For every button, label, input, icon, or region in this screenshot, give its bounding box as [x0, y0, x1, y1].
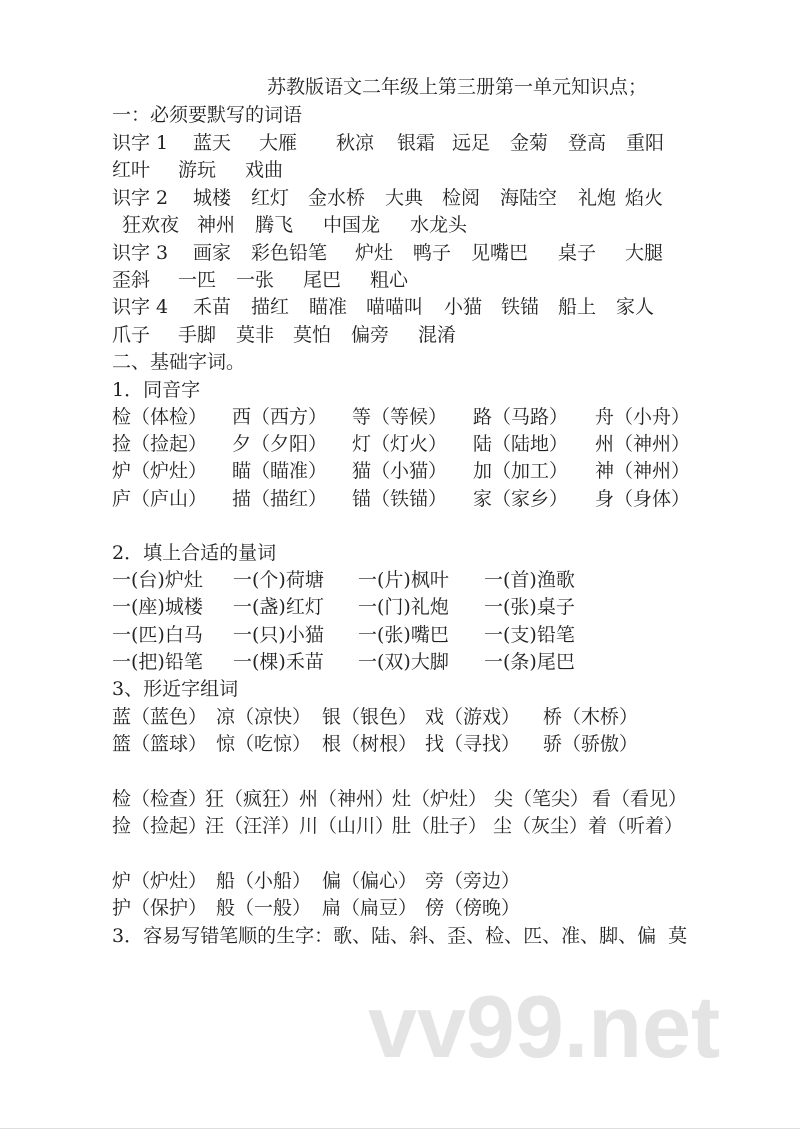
homophones-heading-line: [0, 377, 800, 404]
vocab-word: 偏旁: [351, 324, 390, 346]
document-title: 苏教版语文二年级上第三册第一单元知识点；: [267, 76, 648, 98]
homophone-pair: 瞄（瞄准）: [232, 460, 328, 482]
similar-char-pair: 桥（木桥）: [543, 706, 639, 728]
vocab-line: [0, 322, 800, 349]
homophone-row: [0, 458, 800, 485]
vocab-word: 大雁: [259, 132, 298, 154]
vocab-word: 描红: [251, 296, 290, 318]
homophone-pair: 夕（夕阳）: [232, 433, 328, 455]
measure-words-heading-line: [0, 540, 800, 567]
section2-heading-line: [0, 349, 800, 376]
similar-char-pair: 偏（偏心）: [322, 870, 418, 892]
similar-char-pair: 捡（捡起）: [112, 815, 208, 837]
measure-word-phrase: 一(片)枫叶: [358, 569, 449, 591]
vocab-word: 莫怕: [293, 324, 332, 346]
similar-char-row: [0, 731, 800, 758]
homophone-pair: 身（身体）: [595, 488, 691, 510]
measure-word-phrase: 一(把)铅笔: [112, 651, 203, 673]
vocab-word: 禾苗: [193, 296, 232, 318]
similar-char-pair: 尖（笔尖）: [494, 788, 590, 810]
vocab-word: 红叶: [112, 159, 151, 181]
measure-word-phrase: 一(门)礼炮: [358, 596, 449, 618]
vocab-word: 喵喵叫: [366, 296, 424, 318]
measure-word-phrase: 一(台)炉灶: [112, 569, 203, 591]
measure-word-phrase: 一(棵)禾苗: [233, 651, 324, 673]
similar-char-row: [0, 895, 800, 922]
homophones-heading: 1．同音字: [112, 379, 201, 401]
measure-word-phrase: 一(张)桌子: [484, 596, 575, 618]
vocab-word: 腾飞: [255, 214, 294, 236]
similar-chars-heading: 3、形近字组词: [112, 678, 239, 700]
vocab-group-label: 识字 2: [112, 187, 169, 209]
vocab-word: 金菊: [510, 132, 549, 154]
similar-char-row: [0, 813, 800, 840]
similar-char-pair: 汪（汪洋）: [205, 815, 301, 837]
title-line: [0, 74, 800, 101]
vocab-line: [0, 267, 800, 294]
vocab-word: 混淆: [418, 324, 457, 346]
vocab-word: 登高: [568, 132, 607, 154]
vocab-word: 爪子: [112, 324, 151, 346]
vocab-word: 莫非: [236, 324, 275, 346]
vocab-word: 焰火: [625, 187, 664, 209]
similar-char-row: [0, 704, 800, 731]
homophone-pair: 捡（捡起）: [112, 433, 208, 455]
similar-char-pair: 着（听着）: [588, 815, 684, 837]
vocab-word: 红灯: [251, 187, 290, 209]
vocab-word: 重阳: [626, 132, 665, 154]
vocab-group-label: 识字 1: [112, 132, 169, 154]
measure-words-heading: 2．填上合适的量词: [112, 542, 277, 564]
homophone-pair: 炉（炉灶）: [112, 460, 208, 482]
vocab-line: [0, 157, 800, 184]
homophone-pair: 灯（灯火）: [352, 433, 448, 455]
similar-char-pair: 州（神州）: [299, 788, 395, 810]
measure-word-phrase: 一(个)荷塘: [233, 569, 324, 591]
stroke-order-line: [0, 923, 800, 950]
stroke-order-label: 3．容易写错笔顺的生字：: [112, 925, 334, 947]
section1-heading-line: [0, 102, 800, 129]
vocab-line: [0, 185, 800, 212]
vocab-word: 检阅: [442, 187, 481, 209]
vocab-word: 戏曲: [245, 159, 284, 181]
vocab-word: 狂欢夜: [122, 214, 180, 236]
vocab-word: 画家: [193, 242, 232, 264]
watermark: vv99.net: [368, 977, 721, 1076]
vocab-word: 见嘴巴: [471, 242, 529, 264]
vocab-line: [0, 212, 800, 239]
vocab-word: 水龙头: [410, 214, 468, 236]
homophone-pair: 舟（小舟）: [595, 406, 691, 428]
similar-char-row: [0, 868, 800, 895]
homophone-pair: 等（等候）: [352, 406, 448, 428]
vocab-word: 彩色铅笔: [251, 242, 328, 264]
vocab-word: 手脚: [178, 324, 217, 346]
homophone-pair: 州（神州）: [595, 433, 691, 455]
similar-char-pair: 肚（肚子）: [392, 815, 488, 837]
measure-word-row: [0, 649, 800, 676]
similar-char-pair: 狂（疯狂）: [205, 788, 301, 810]
similar-char-pair: 川（山川）: [299, 815, 395, 837]
vocab-word: 中国龙: [323, 214, 381, 236]
vocab-line: [0, 240, 800, 267]
measure-word-phrase: 一(张)嘴巴: [358, 624, 449, 646]
vocab-word: 瞄准: [309, 296, 348, 318]
stroke-order-chars: 歌、陆、斜、歪、检、匹、准、脚、偏 莫: [333, 925, 688, 947]
homophone-pair: 神（神州）: [595, 460, 691, 482]
similar-char-pair: 凉（凉快）: [216, 706, 312, 728]
homophone-row: [0, 431, 800, 458]
vocab-word: 铁锚: [501, 296, 540, 318]
vocab-word: 家人: [616, 296, 655, 318]
similar-char-pair: 灶（炉灶）: [392, 788, 488, 810]
similar-char-pair: 炉（炉灶）: [112, 870, 208, 892]
vocab-word: 银霜: [397, 132, 436, 154]
vocab-word: 秋凉: [336, 132, 375, 154]
vocab-word: 游玩: [178, 159, 217, 181]
vocab-word: 海陆空: [500, 187, 558, 209]
similar-char-pair: 戏（游戏）: [425, 706, 521, 728]
similar-char-pair: 检（检查）: [112, 788, 208, 810]
homophone-pair: 猫（小猫）: [352, 460, 448, 482]
similar-char-pair: 般（一般）: [216, 897, 312, 919]
measure-word-phrase: 一(双)大脚: [358, 651, 449, 673]
vocab-word: 礼炮: [578, 187, 617, 209]
homophone-pair: 加（加工）: [473, 460, 569, 482]
similar-char-pair: 船（小船）: [216, 870, 312, 892]
vocab-word: 炉灶: [355, 242, 394, 264]
measure-word-phrase: 一(盏)红灯: [233, 596, 324, 618]
similar-char-pair: 惊（吃惊）: [216, 733, 312, 755]
homophone-pair: 检（体检）: [112, 406, 208, 428]
vocab-word: 一匹: [178, 269, 217, 291]
measure-word-phrase: 一(座)城楼: [112, 596, 203, 618]
similar-char-pair: 护（保护）: [112, 897, 208, 919]
measure-word-row: [0, 622, 800, 649]
measure-word-phrase: 一(匹)白马: [112, 624, 203, 646]
measure-word-row: [0, 567, 800, 594]
similar-char-pair: 银（银色）: [322, 706, 418, 728]
vocab-word: 小猫: [444, 296, 483, 318]
similar-char-pair: 骄（骄傲）: [543, 733, 639, 755]
measure-word-phrase: 一(支)铅笔: [484, 624, 575, 646]
similar-char-pair: 傍（傍晚）: [425, 897, 521, 919]
vocab-word: 尾巴: [303, 269, 342, 291]
section1-heading: 一：必须要默写的词语: [112, 104, 303, 126]
homophone-pair: 描（描红）: [232, 488, 328, 510]
vocab-word: 船上: [558, 296, 597, 318]
homophone-pair: 庐（庐山）: [112, 488, 208, 510]
similar-char-pair: 扁（扁豆）: [322, 897, 418, 919]
vocab-word: 鸭子: [413, 242, 452, 264]
vocab-word: 金水桥: [308, 187, 366, 209]
vocab-word: 城楼: [193, 187, 232, 209]
homophone-row: [0, 404, 800, 431]
vocab-group-label: 识字 3: [112, 242, 169, 264]
vocab-word: 蓝天: [193, 132, 232, 154]
vocab-word: 远足: [452, 132, 491, 154]
vocab-word: 神州: [197, 214, 236, 236]
measure-word-row: [0, 594, 800, 621]
vocab-word: 粗心: [370, 269, 409, 291]
similar-char-pair: 根（树根）: [322, 733, 418, 755]
homophone-row: [0, 486, 800, 513]
measure-word-phrase: 一(只)小猫: [233, 624, 324, 646]
vocab-line: [0, 130, 800, 157]
similar-char-pair: 旁（旁边）: [425, 870, 521, 892]
similar-chars-heading-line: [0, 676, 800, 703]
stroke-order-text: [112, 923, 687, 950]
similar-char-pair: 找（寻找）: [425, 733, 521, 755]
vocab-word: 歪斜: [112, 269, 151, 291]
vocab-group-label: 识字 4: [112, 296, 169, 318]
vocab-word: 大腿: [625, 242, 664, 264]
homophone-pair: 家（家乡）: [473, 488, 569, 510]
vocab-word: 桌子: [558, 242, 597, 264]
similar-char-pair: 篮（篮球）: [112, 733, 208, 755]
similar-char-row: [0, 786, 800, 813]
measure-word-phrase: 一(条)尾巴: [484, 651, 575, 673]
page-bottom-edge: [0, 1128, 800, 1129]
homophone-pair: 西（西方）: [232, 406, 328, 428]
measure-word-phrase: 一(首)渔歌: [484, 569, 575, 591]
homophone-pair: 陆（陆地）: [473, 433, 569, 455]
homophone-pair: 锚（铁锚）: [352, 488, 448, 510]
section2-heading: 二、基础字词。: [112, 351, 246, 373]
vocab-word: 一张: [236, 269, 275, 291]
similar-char-pair: 尘（灰尘）: [493, 815, 589, 837]
vocab-word: 大典: [385, 187, 424, 209]
vocab-line: [0, 294, 800, 321]
similar-char-pair: 蓝（蓝色）: [112, 706, 208, 728]
similar-char-pair: 看（看见）: [592, 788, 688, 810]
homophone-pair: 路（马路）: [473, 406, 569, 428]
